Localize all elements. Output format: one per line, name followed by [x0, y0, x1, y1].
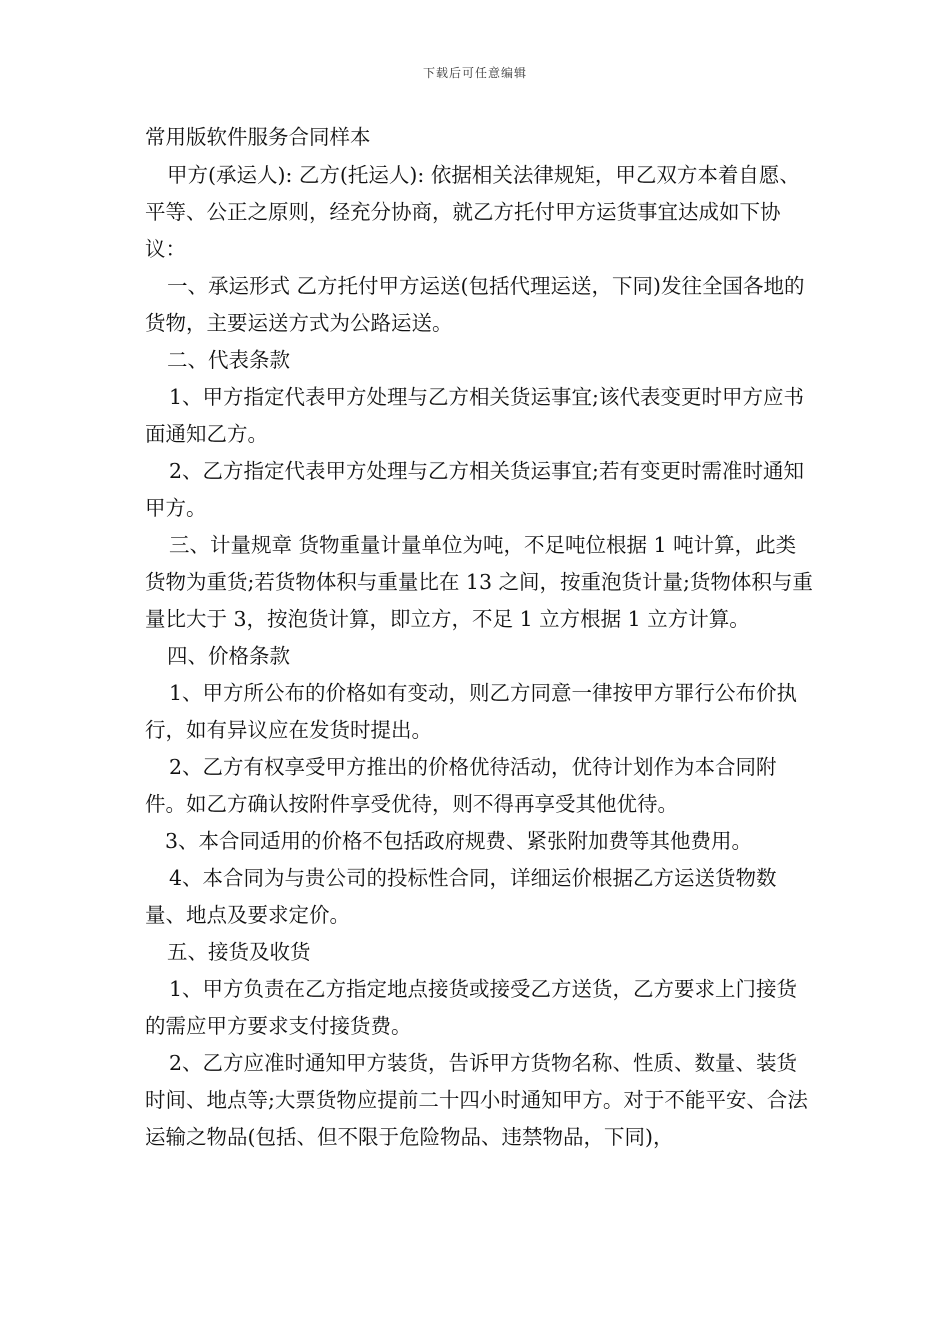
document-title: 常用版软件服务合同样本: [145, 125, 371, 149]
paragraph-section-4-item-2: 2、乙方有权享受甲方推出的价格优待活动，优待计划作为本合同附件。如乙方确认按附件享受优待，则不得再享受其他优待。: [145, 755, 777, 816]
paragraph-section-5-item-1: 1、甲方负责在乙方指定地点接货或接受乙方送货，乙方要求上门接货的需应甲方要求支付接货费。: [145, 977, 798, 1038]
paragraph-section-4-item-3: 3、本合同适用的价格不包括政府规费、紧张附加费等其他费用。: [165, 829, 753, 853]
paragraph-section-2-item-2: 2、乙方指定代表甲方处理与乙方相关货运事宜;若有变更时需准时通知甲方。: [145, 459, 804, 520]
paragraph-section-4-item-4: 4、本合同为与贵公司的投标性合同，详细运价根据乙方运送货物数量、地点及要求定价。: [145, 866, 777, 927]
paragraph-section-4-item-1: 1、甲方所公布的价格如有变动，则乙方同意一律按甲方罪行公布价执行，如有异议应在发货时提出。: [145, 681, 798, 742]
document-body: [145, 121, 815, 1156]
page-header: 下载后可任意编辑: [422, 66, 527, 80]
paragraph-section-1: 一、承运形式 乙方托付甲方运送(包括代理运送，下同)发往全国各地的货物，主要运送方式为公路运送。: [145, 274, 805, 335]
paragraph-section-2-heading: 二、代表条款: [167, 348, 290, 372]
paragraph-section-5-item-2: 2、乙方应准时通知甲方装货，告诉甲方货物名称、性质、数量、装货时间、地点等;大票货物应提前二十四小时通知甲方。对于不能平安、合法运输之物品(包括、但不限于危险物品、违禁物品，下同)，: [145, 1051, 808, 1149]
paragraph-section-2-item-1: 1、甲方指定代表甲方处理与乙方相关货运事宜;该代表变更时甲方应书面通知乙方。: [145, 385, 804, 446]
paragraph-section-5-heading: 五、接货及收货: [167, 940, 311, 964]
paragraph-section-4-heading: 四、价格条款: [167, 644, 290, 668]
paragraph-section-3: 三、计量规章 货物重量计量单位为吨，不足吨位根据 1 吨计算，此类货物为重货;若货物体积与重量比在 13 之间，按重泡货计量;货物体积与重量比大于 3，按泡货计算，即立方，不足 1 立方根据 1 立方计算。: [145, 533, 813, 631]
paragraph-parties: 甲方(承运人): 乙方(托运人): 依据相关法律规矩，甲乙双方本着自愿、平等、公正之原则，经充分协商，就乙方托付甲方运货事宜达成如下协议：: [145, 163, 800, 261]
